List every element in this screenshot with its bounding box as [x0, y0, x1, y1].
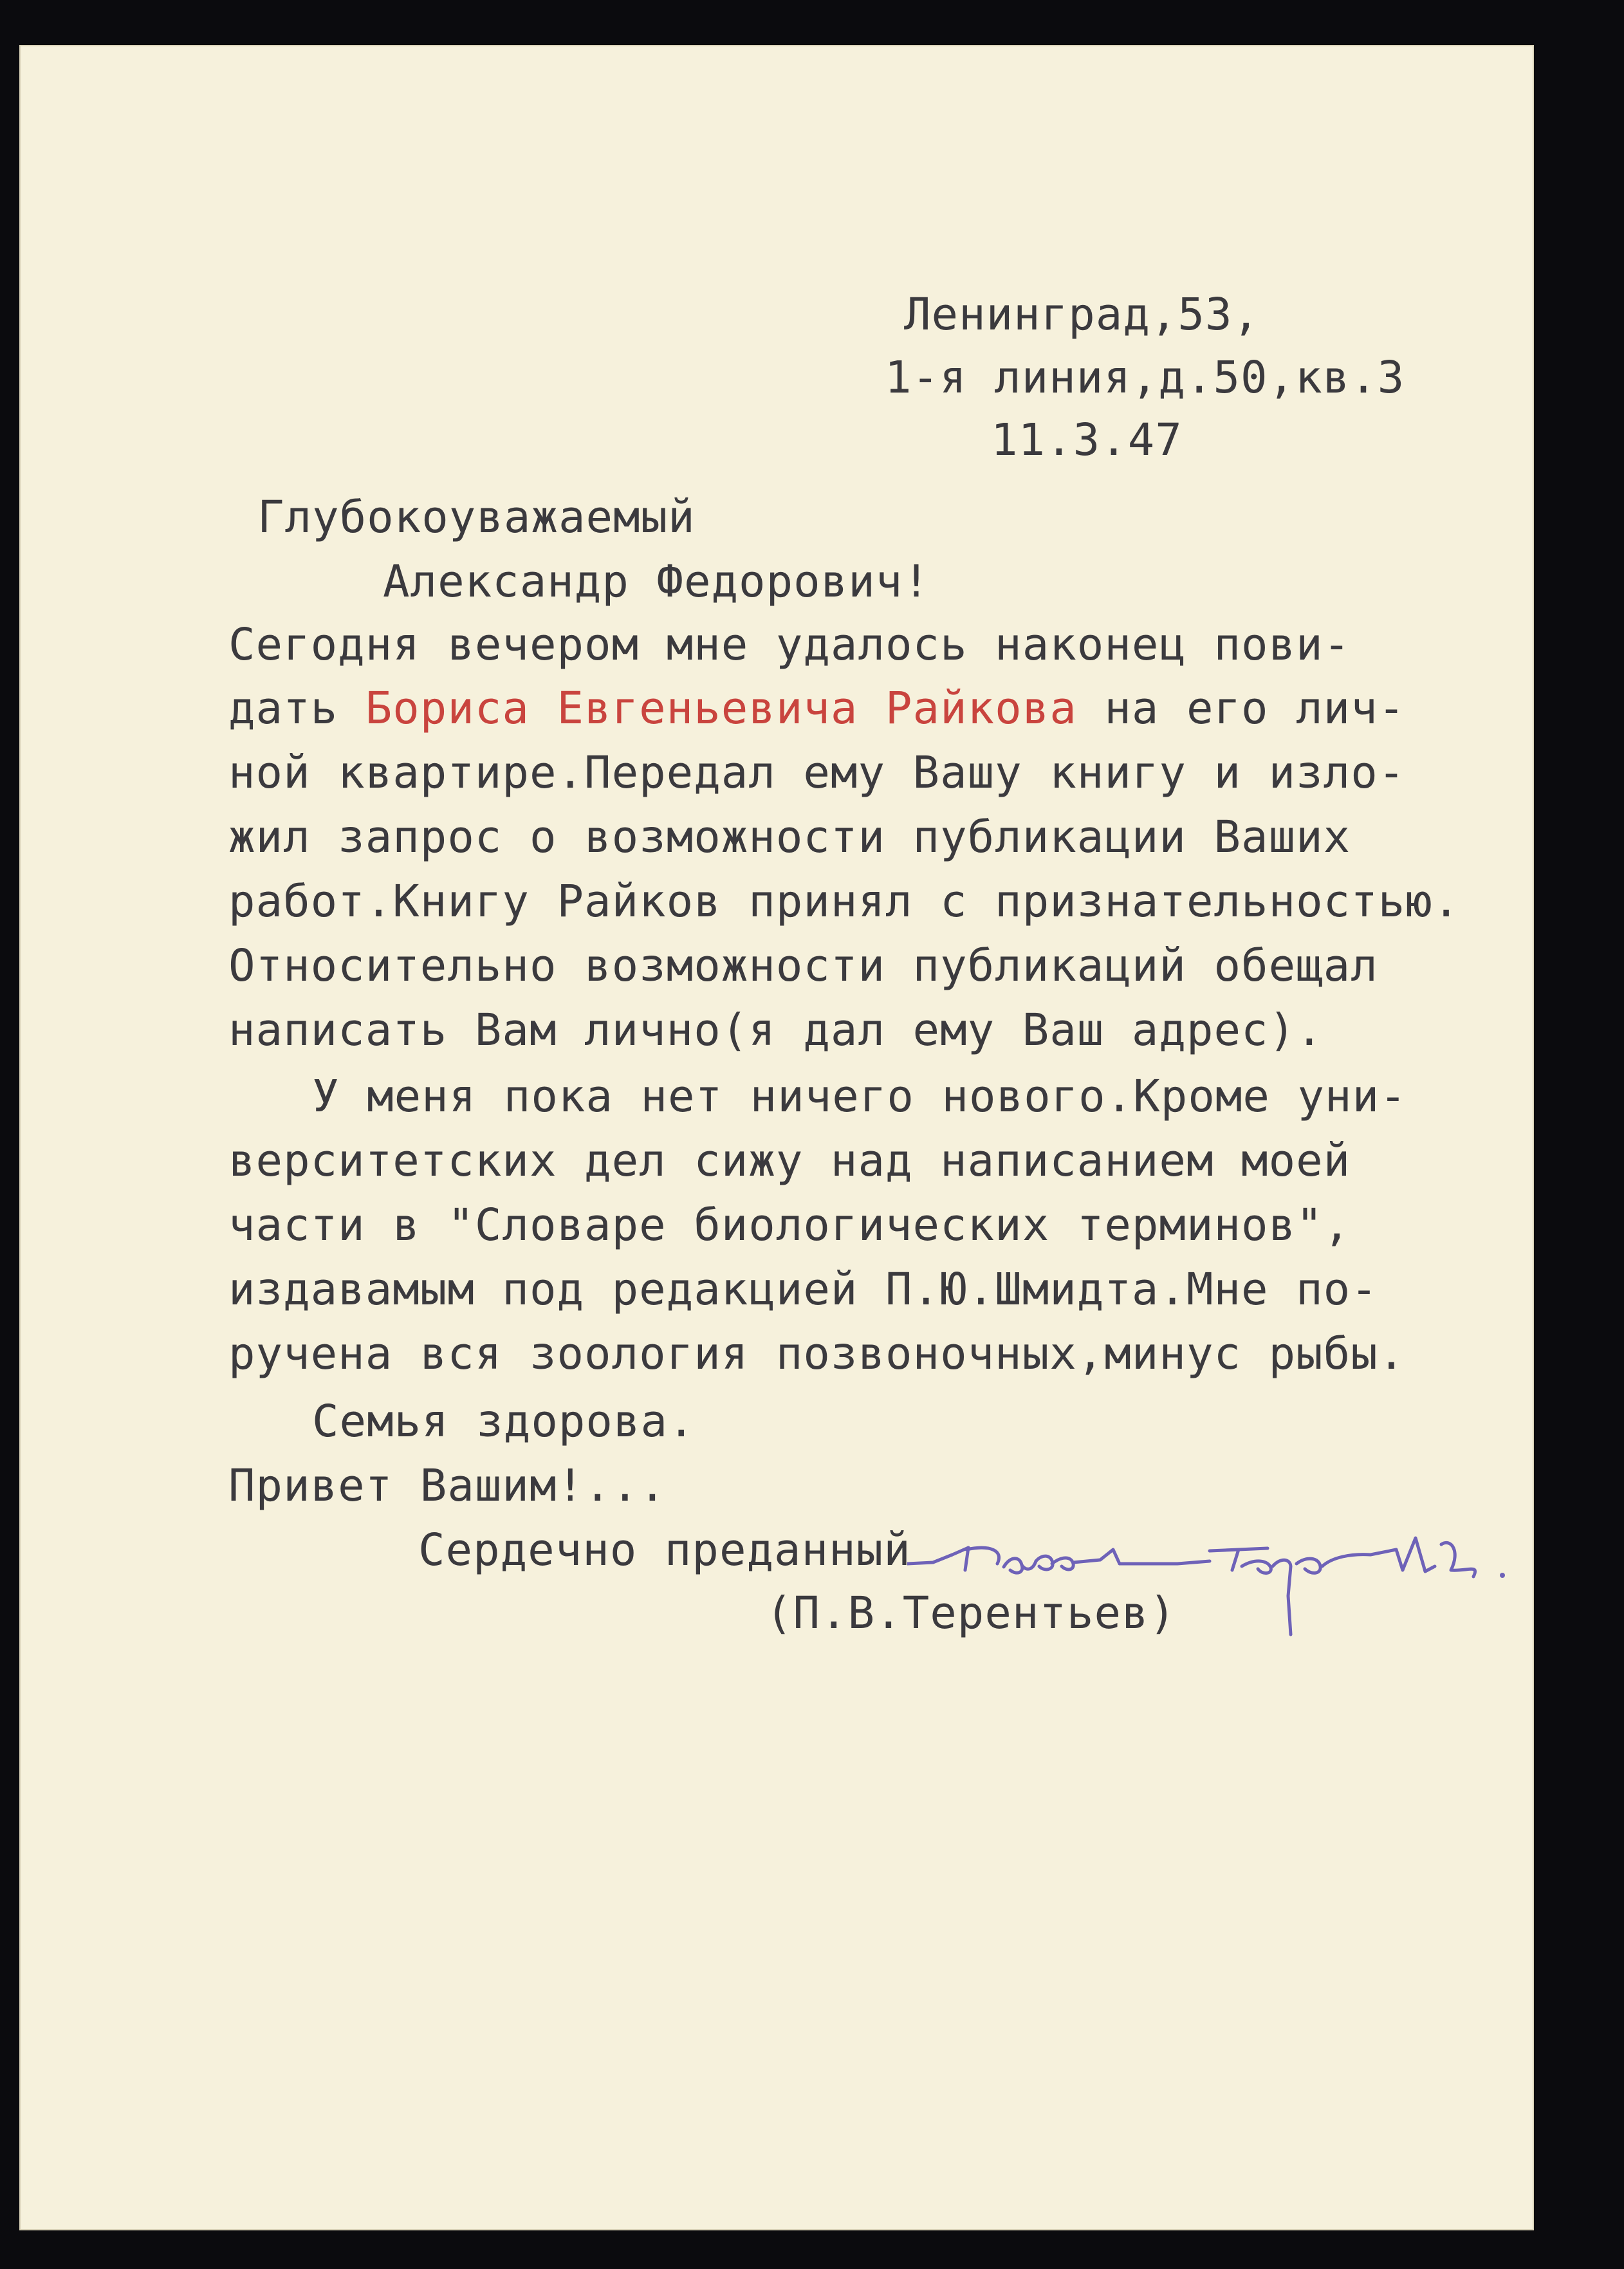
body-line-7: написать Вам лично(я дал ему Ваш адрес). [228, 1005, 1324, 1056]
closing-line: Сердечно преданный [418, 1524, 911, 1576]
body-line-6: Относительно возможности публикаций обещал [228, 940, 1378, 992]
address-line-1: Ленинград,53, [904, 289, 1260, 340]
body-line-12: ручена вся зоология позвоночных,минус рыбы. [228, 1328, 1406, 1380]
body-line-9: верситетских дел сижу над написанием моей [228, 1135, 1351, 1187]
body-line-8: У меня пока нет ничего нового.Кроме уни- [312, 1071, 1407, 1122]
handwritten-signature [907, 1499, 1525, 1667]
body-line-4: жил запрос о возможности публикации Ваших [228, 811, 1351, 863]
body-line-1: Сегодня вечером мне удалось наконец пови- [228, 619, 1351, 671]
body-line-10: части в "Словаре биологических терминов", [228, 1199, 1351, 1251]
highlighted-name: Бориса Евгеньевича Райкова [365, 683, 1077, 734]
body-line-2 [228, 683, 1406, 734]
typed-signature-name: (П.В.Терентьев) [766, 1588, 1177, 1639]
body-line-5: работ.Книгу Райков принял с признательностью. [228, 876, 1461, 927]
letter-sheet [19, 45, 1534, 2230]
body-line-14: Привет Вашим!... [228, 1460, 667, 1512]
salutation-line-2: Александр Федорович! [383, 556, 930, 607]
address-line-2: 1-я линия,д.50,кв.3 [885, 352, 1405, 403]
body-line-3: ной квартире.Передал ему Вашу книгу и изло- [228, 747, 1406, 799]
body-line-2-after: на его лич- [1076, 683, 1406, 734]
body-line-2-before: дать [228, 683, 365, 734]
letter-date: 11.3.47 [991, 414, 1183, 466]
body-line-13: Семья здорова. [312, 1396, 696, 1447]
body-line-11: издавамым под редакцией П.Ю.Шмидта.Мне по- [228, 1264, 1378, 1315]
salutation-line-1: Глубокоуважаемый [257, 492, 696, 543]
